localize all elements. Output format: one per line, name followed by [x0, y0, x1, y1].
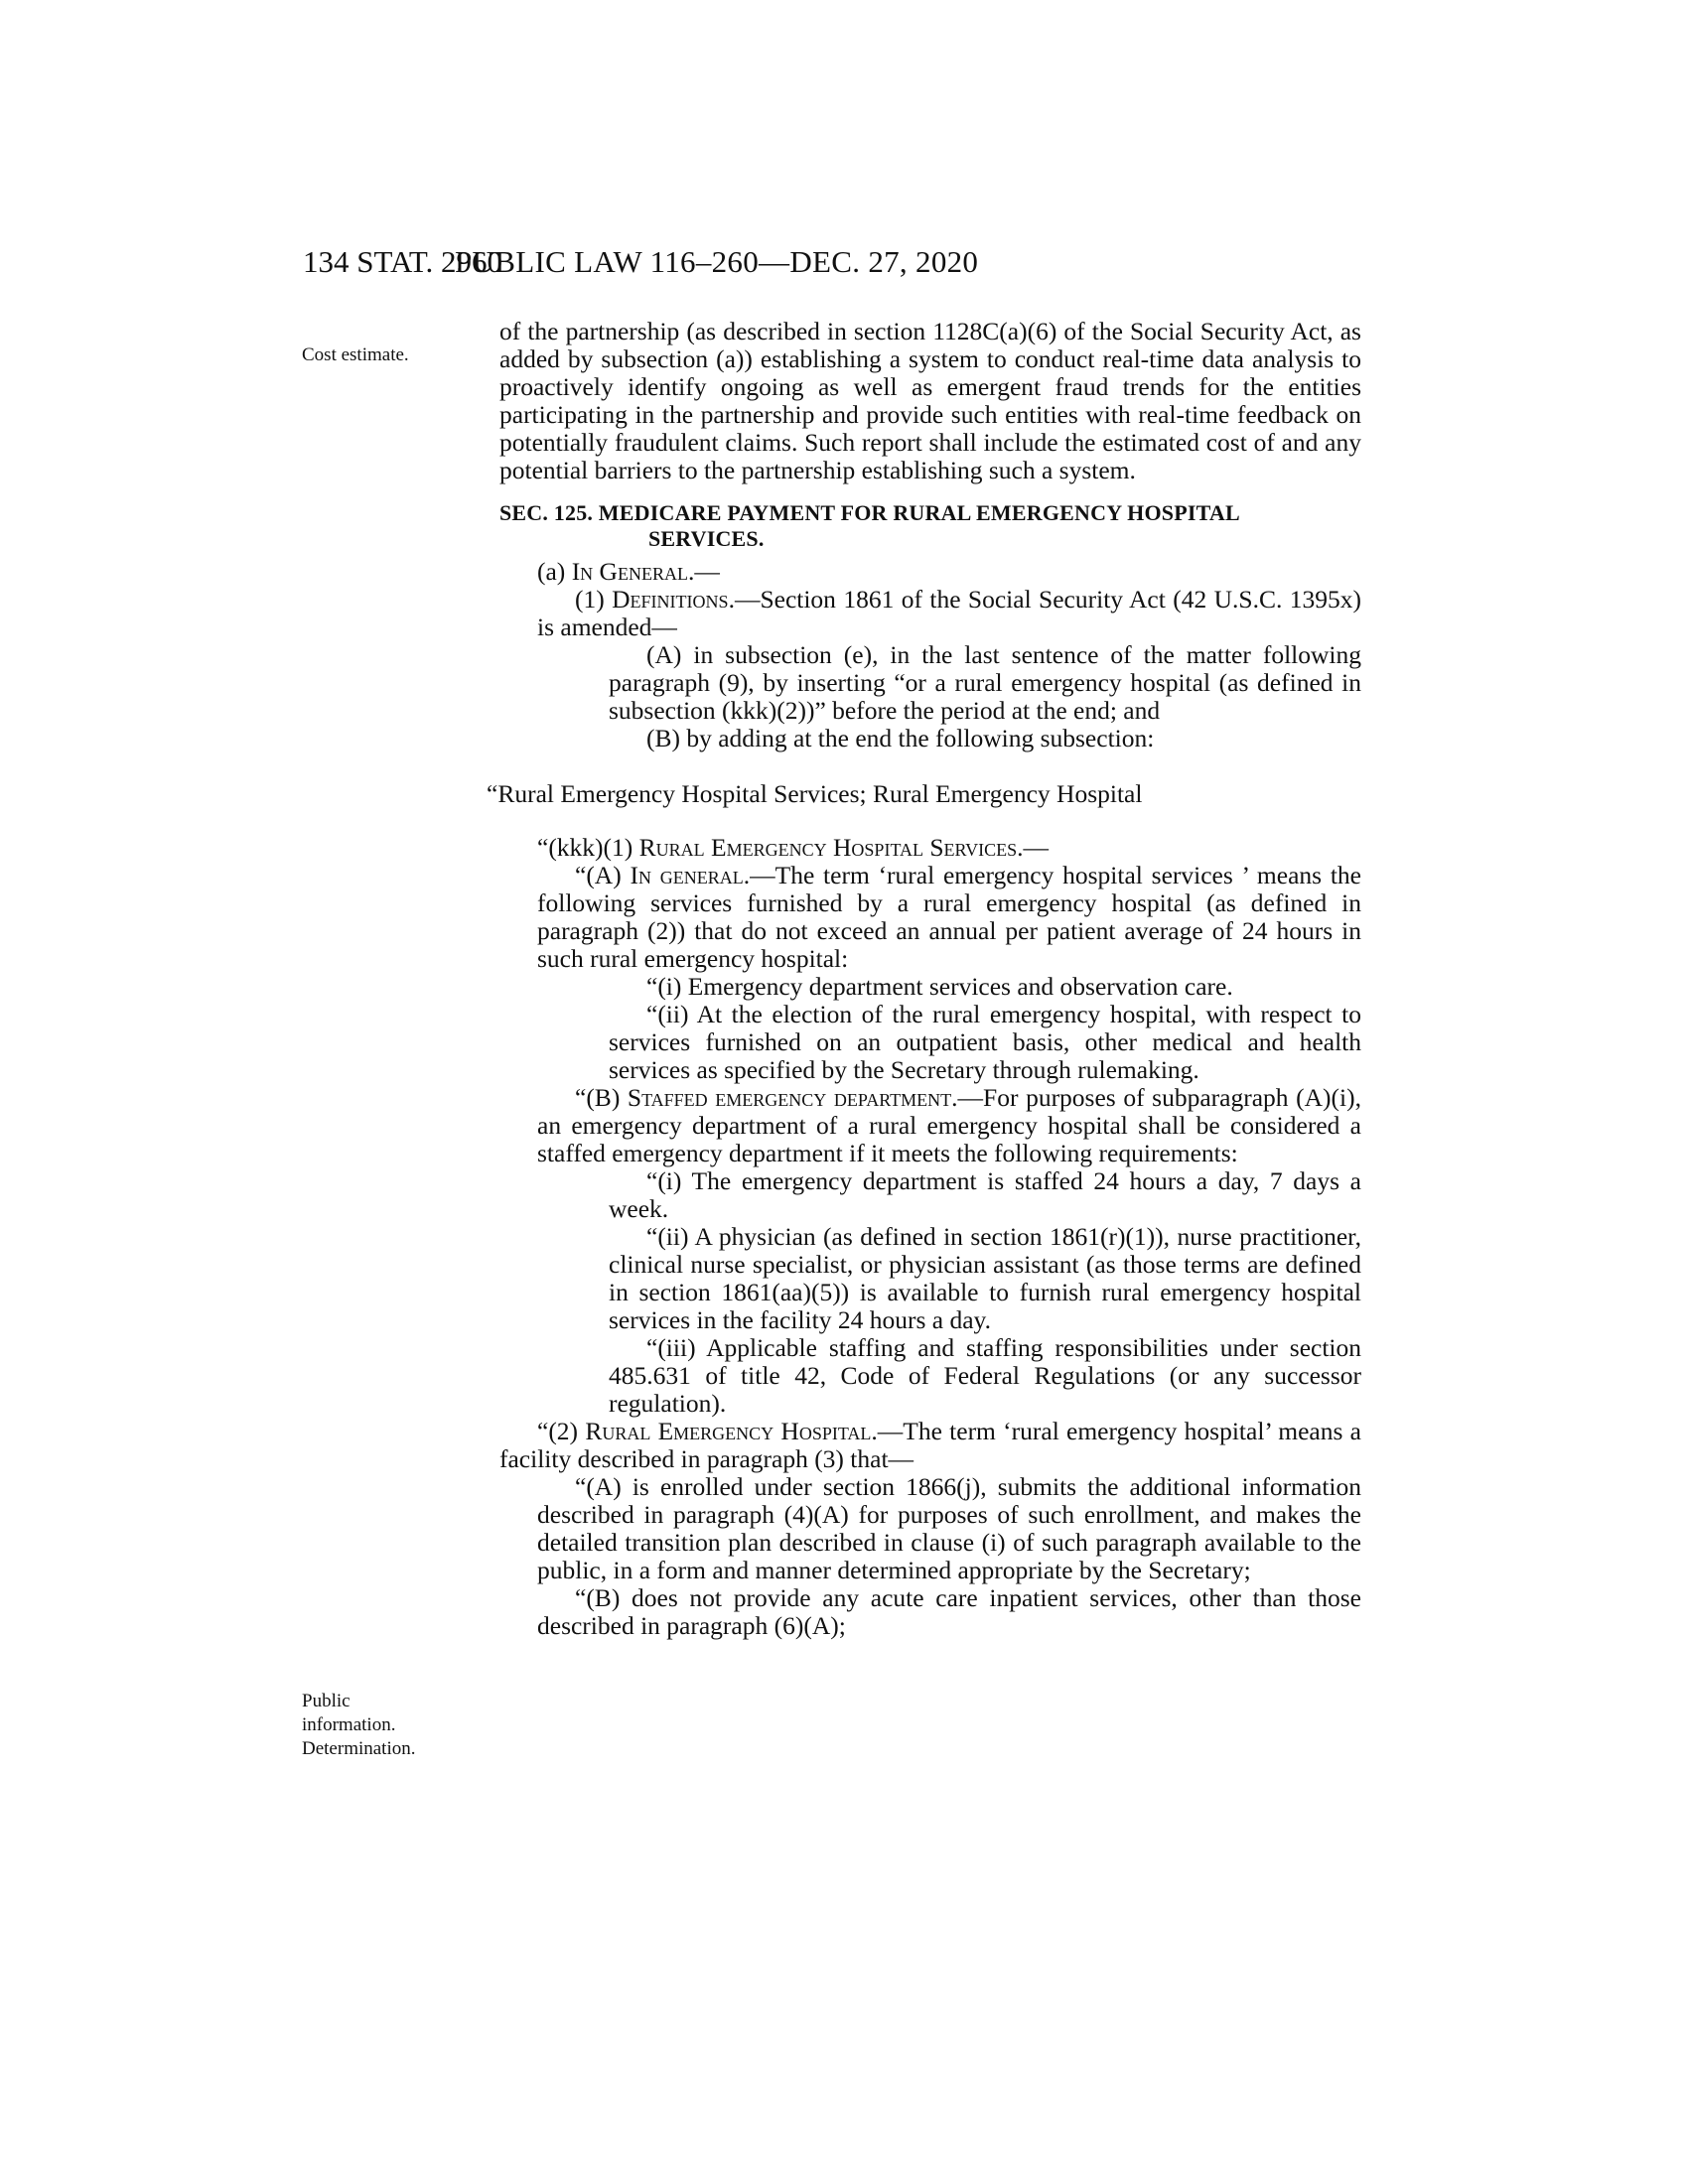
- margin-note-line: Public: [302, 1691, 351, 1711]
- margin-note-public-information: [302, 1690, 461, 1761]
- stat-page-number: 134 STAT. 2960: [303, 244, 503, 279]
- page-header: [303, 244, 1365, 284]
- section-heading-line-1: SEC. 125. MEDICARE PAYMENT FOR RURAL EMERGENCY HOSPITAL: [499, 500, 1240, 525]
- intro-paragraph: of the partnership (as described in section 1128C(a)(6) of the Social Security Act, as added by subsection (a)) establishing a system to conduct real-time data analysis to proactively identify ongoing as well as emergent fraud trends for the entities participating in the partnership and provide such entities with real-time feedback on potentially fraudulent claims. Such report shall include the estimated cost of and any potential barriers to the partnership establishing such a system.: [499, 317, 1361, 484]
- margin-note-line: Determination.: [302, 1738, 416, 1759]
- kkk-1: “(kkk)(1) Rural Emergency Hospital Services.—: [537, 833, 1049, 862]
- margin-note-cost-estimate: Cost estimate.: [302, 344, 409, 365]
- kkk-1-B-clauses: [499, 1167, 1361, 1418]
- kkk-1-A-block: [499, 862, 1361, 973]
- kkk-2-A: “(A) is enrolled under section 1866(j), submits the additional information described in paragraph (4)(A) for purposes of such enrollment, and makes the detailed transition plan described in clause (i) of such paragraph available to the public, in a form and manner determined appropriate by the Secretary;: [537, 1472, 1361, 1584]
- kkk-1-A-ii: “(ii) At the election of the rural emergency hospital, with respect to services furnished on an outpatient basis, other medical and health services as specified by the Secretary through rulemaking.: [609, 1000, 1361, 1084]
- kkk-1-A-caption: In general: [630, 861, 744, 889]
- kkk-1-B-caption: Staffed emergency department: [627, 1083, 952, 1112]
- kkk-1-B-block: [499, 1084, 1361, 1167]
- kkk-2-B: “(B) does not provide any acute care inpatient services, other than those described in paragraph (6)(A);: [537, 1583, 1361, 1640]
- margin-note-line: information.: [302, 1714, 396, 1735]
- kkk-1-B-ii: “(ii) A physician (as defined in section 1861(r)(1)), nurse practitioner, clinical nurse specialist, or physician assistant (as those terms are defined in section 1861(aa)(5)) is available to furnish rural emergency hospital services in the facility 24 hours a day.: [609, 1222, 1361, 1334]
- section-heading-line-2: SERVICES.: [648, 526, 765, 551]
- kkk-1-A-i: “(i) Emergency department services and observation care.: [646, 972, 1233, 1001]
- kkk-2-caption: Rural Emergency Hospital: [585, 1417, 872, 1445]
- subparagraph-block: [499, 641, 1361, 752]
- kkk-1-B-i: “(i) The emergency department is staffed 24 hours a day, 7 days a week.: [609, 1166, 1361, 1223]
- subsection-a-caption: In General: [571, 557, 688, 586]
- kkk-2-subparagraphs: [499, 1473, 1361, 1640]
- kkk-1-B-iii: “(iii) Applicable staffing and staffing responsibilities under section 485.631 of title 42, Code of Federal Regulations (or any successor regulation).: [609, 1333, 1361, 1418]
- kkk-2: “(2) Rural Emergency Hospital.—The term ‘rural emergency hospital’ means a facility described in paragraph (3) that—: [499, 1417, 1361, 1473]
- subparagraph-a1-A: (A) in subsection (e), in the last sentence of the matter following paragraph (9), by inserting “or a rural emergency hospital (as defined in subsection (kkk)(2))” before the period at the end; and: [609, 640, 1361, 725]
- quoted-subsection-heading: “Rural Emergency Hospital Services; Rural Emergency Hospital: [487, 779, 1143, 808]
- paragraph-a1: (1) Definitions.—Section 1861 of the Social Security Act (42 U.S.C. 1395x) is amended—: [537, 585, 1361, 641]
- document-body: [487, 317, 1362, 1640]
- section-heading: [499, 500, 1361, 552]
- kkk-1-B: “(B) Staffed emergency department.—For purposes of subparagraph (A)(i), an emergency department of a rural emergency hospital shall be considered a staffed emergency department if it meets the following requirements:: [537, 1083, 1361, 1167]
- kkk-1-A-clauses: [499, 973, 1361, 1084]
- paragraph-a1-caption: Definitions: [612, 585, 729, 614]
- paragraph-a1-block: [499, 586, 1361, 641]
- law-title: PUBLIC LAW 116–260—DEC. 27, 2020: [455, 244, 979, 279]
- subsection-a: (a) In General.—: [537, 557, 720, 586]
- subparagraph-a1-B: (B) by adding at the end the following subsection:: [646, 724, 1155, 752]
- kkk-1-caption: Rural Emergency Hospital Services: [638, 833, 1018, 862]
- kkk-1-A: “(A) In general.—The term ‘rural emergency hospital services ’ means the following services furnished by a rural emergency hospital (as defined in paragraph (2)) that do not exceed an annual per patient average of 24 hours in such rural emergency hospital:: [537, 861, 1362, 973]
